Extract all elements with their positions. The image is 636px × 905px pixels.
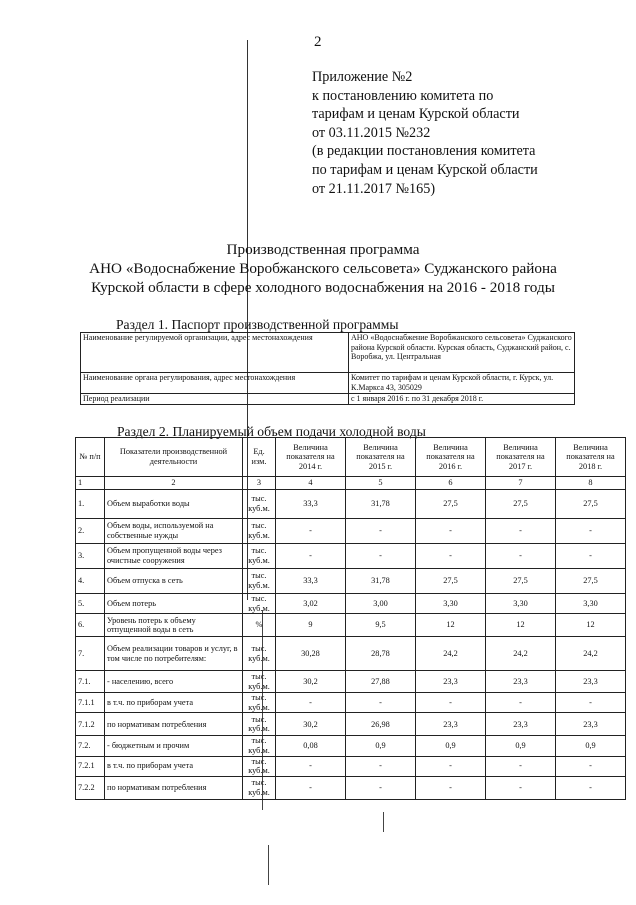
table-row xyxy=(76,544,626,569)
value-2015: 27,88 xyxy=(346,671,416,693)
value-2016: 24,2 xyxy=(416,637,486,671)
value-2018: 3,30 xyxy=(556,594,626,614)
unit: тыс. куб.м. xyxy=(243,736,276,756)
row-number: 7.1.1 xyxy=(76,693,105,713)
unit: тыс. куб.м. xyxy=(243,594,276,614)
unit: тыс. куб.м. xyxy=(243,544,276,569)
value-2016: - xyxy=(416,776,486,799)
scan-mark xyxy=(383,812,384,832)
value-2015: 9,5 xyxy=(346,614,416,637)
value-2015: - xyxy=(346,776,416,799)
program-title-line: Курской области в сфере холодного водоснабжения на 2016 - 2018 годы xyxy=(91,279,555,296)
appendix-line: Приложение №2 xyxy=(312,69,413,85)
indicator-name: - населению, всего xyxy=(105,671,243,693)
column-header: Показатели производственной деятельности xyxy=(105,438,243,477)
indicator-name: в т.ч. по приборам учета xyxy=(105,756,243,776)
value-2018: 0,9 xyxy=(556,736,626,756)
value-2014: 33,3 xyxy=(276,490,346,519)
unit: тыс. куб.м. xyxy=(243,693,276,713)
column-number: 4 xyxy=(276,477,346,490)
value-2015: - xyxy=(346,756,416,776)
value-2018: - xyxy=(556,693,626,713)
indicator-name: - бюджетным и прочим xyxy=(105,736,243,756)
value-2014: 3,02 xyxy=(276,594,346,614)
table-row xyxy=(76,519,626,544)
value-2016: 23,3 xyxy=(416,713,486,736)
table-row xyxy=(81,394,575,405)
program-title xyxy=(60,240,586,297)
indicator-name: по нормативам потребления xyxy=(105,776,243,799)
table-row xyxy=(76,637,626,671)
appendix-line: от 21.11.2017 №165) xyxy=(312,180,436,197)
table-row xyxy=(76,693,626,713)
table-row xyxy=(76,736,626,756)
value-2014: - xyxy=(276,756,346,776)
column-number: 8 xyxy=(556,477,626,490)
value-2015: 3,00 xyxy=(346,594,416,614)
value-2018: 23,3 xyxy=(556,671,626,693)
value-2014: - xyxy=(276,544,346,569)
value-2014: 30,2 xyxy=(276,671,346,693)
passport-label: Наименование регулируемой организации, адрес местонахождения xyxy=(81,333,349,373)
value-2015: - xyxy=(346,519,416,544)
value-2016: 3,30 xyxy=(416,594,486,614)
value-2017: 23,3 xyxy=(486,671,556,693)
indicator-name: Объем реализации товаров и услуг, в том числе по потребителям: xyxy=(105,637,243,671)
value-2015: 31,78 xyxy=(346,569,416,594)
table-row xyxy=(76,569,626,594)
program-title-line: Производственная программа xyxy=(226,241,420,258)
section1-heading: Раздел 1. Паспорт производственной программы xyxy=(116,317,399,332)
value-2018: - xyxy=(556,776,626,799)
value-2016: - xyxy=(416,693,486,713)
unit: тыс. куб.м. xyxy=(243,776,276,799)
value-2014: 0,08 xyxy=(276,736,346,756)
value-2014: - xyxy=(276,776,346,799)
value-2014: 33,3 xyxy=(276,569,346,594)
indicator-name: по нормативам потребления xyxy=(105,713,243,736)
row-number: 3. xyxy=(76,544,105,569)
row-number: 4. xyxy=(76,569,105,594)
row-number: 7.2.2 xyxy=(76,776,105,799)
value-2018: 24,2 xyxy=(556,637,626,671)
column-header: Величина показателя на 2014 г. xyxy=(276,438,346,477)
value-2014: 30,2 xyxy=(276,713,346,736)
value-2014: - xyxy=(276,519,346,544)
row-number: 2. xyxy=(76,519,105,544)
value-2018: - xyxy=(556,756,626,776)
value-2016: 23,3 xyxy=(416,671,486,693)
column-number: 3 xyxy=(243,477,276,490)
page-number: 2 xyxy=(314,34,322,50)
indicator-name: Объем отпуска в сеть xyxy=(105,569,243,594)
value-2015: - xyxy=(346,544,416,569)
row-number: 7.2.1 xyxy=(76,756,105,776)
column-header: Величина показателя на 2018 г. xyxy=(556,438,626,477)
value-2017: - xyxy=(486,544,556,569)
unit: тыс. куб.м. xyxy=(243,569,276,594)
value-2016: 0,9 xyxy=(416,736,486,756)
column-header: Величина показателя на 2016 г. xyxy=(416,438,486,477)
column-header: Ед. изм. xyxy=(243,438,276,477)
value-2017: - xyxy=(486,756,556,776)
value-2015: 26,98 xyxy=(346,713,416,736)
unit: тыс. куб.м. xyxy=(243,490,276,519)
unit: тыс. куб.м. xyxy=(243,756,276,776)
value-2017: 27,5 xyxy=(486,569,556,594)
column-number-row xyxy=(76,477,626,490)
indicator-name: в т.ч. по приборам учета xyxy=(105,693,243,713)
appendix-line: к постановлению комитета по xyxy=(312,87,494,104)
passport-label: Наименование органа регулирования, адрес местонахождения xyxy=(81,373,349,394)
table-row xyxy=(76,756,626,776)
column-number: 2 xyxy=(105,477,243,490)
row-number: 6. xyxy=(76,614,105,637)
appendix-line: тарифам и ценам Курской области xyxy=(312,106,520,123)
value-2015: - xyxy=(346,693,416,713)
unit: % xyxy=(243,614,276,637)
value-2017: - xyxy=(486,776,556,799)
row-number: 7.1. xyxy=(76,671,105,693)
passport-value: Комитет по тарифам и ценам Курской области, г. Курск, ул. К.Маркса 43, 305029 xyxy=(349,373,575,394)
column-header: № п/п xyxy=(76,438,105,477)
indicator-name: Объем потерь xyxy=(105,594,243,614)
value-2018: - xyxy=(556,519,626,544)
value-2014: - xyxy=(276,693,346,713)
indicator-name: Объем пропущенной воды через очистные сооружения xyxy=(105,544,243,569)
appendix-line: (в редакции постановления комитета xyxy=(312,143,536,160)
table-row xyxy=(76,614,626,637)
table-row xyxy=(76,671,626,693)
value-2018: 12 xyxy=(556,614,626,637)
value-2016: 27,5 xyxy=(416,490,486,519)
row-number: 7. xyxy=(76,637,105,671)
value-2017: - xyxy=(486,519,556,544)
appendix-line: по тарифам и ценам Курской области xyxy=(312,161,538,178)
water-volume-table xyxy=(75,437,626,800)
value-2014: 30,28 xyxy=(276,637,346,671)
section2-heading: Раздел 2. Планируемый объем подачи холодной воды xyxy=(117,424,426,439)
value-2015: 0,9 xyxy=(346,736,416,756)
value-2016: - xyxy=(416,756,486,776)
value-2017: 27,5 xyxy=(486,490,556,519)
value-2015: 28,78 xyxy=(346,637,416,671)
row-number: 1. xyxy=(76,490,105,519)
program-title-line: АНО «Водоснабжение Воробжанского сельсовета» Суджанского района xyxy=(89,260,557,277)
value-2017: 12 xyxy=(486,614,556,637)
value-2016: - xyxy=(416,519,486,544)
value-2017: 24,2 xyxy=(486,637,556,671)
table-row xyxy=(81,373,575,394)
row-number: 7.1.2 xyxy=(76,713,105,736)
unit: тыс. куб.м. xyxy=(243,713,276,736)
column-number: 7 xyxy=(486,477,556,490)
indicator-name: Объем выработки воды xyxy=(105,490,243,519)
appendix-header xyxy=(312,68,538,198)
table-row xyxy=(76,776,626,799)
passport-value: с 1 января 2016 г. по 31 декабря 2018 г. xyxy=(349,394,575,405)
appendix-line: от 03.11.2015 №232 xyxy=(312,124,431,141)
column-number: 1 xyxy=(76,477,105,490)
indicator-name: Уровень потерь к объему отпущенной воды в сеть xyxy=(105,614,243,637)
value-2017: 23,3 xyxy=(486,713,556,736)
value-2015: 31,78 xyxy=(346,490,416,519)
unit: тыс. куб.м. xyxy=(243,671,276,693)
value-2014: 9 xyxy=(276,614,346,637)
table-row xyxy=(81,333,575,373)
value-2017: 3,30 xyxy=(486,594,556,614)
column-number: 5 xyxy=(346,477,416,490)
table-row xyxy=(76,490,626,519)
unit: тыс. куб.м. xyxy=(243,637,276,671)
indicator-name: Объем воды, используемой на собственные нужды xyxy=(105,519,243,544)
passport-table xyxy=(80,332,575,405)
column-number: 6 xyxy=(416,477,486,490)
value-2017: 0,9 xyxy=(486,736,556,756)
value-2016: 27,5 xyxy=(416,569,486,594)
row-number: 5. xyxy=(76,594,105,614)
value-2018: 23,3 xyxy=(556,713,626,736)
table-row xyxy=(76,713,626,736)
value-2018: - xyxy=(556,544,626,569)
scan-mark xyxy=(268,845,269,885)
column-header: Величина показателя на 2017 г. xyxy=(486,438,556,477)
passport-value: АНО «Водоснабжение Воробжанского сельсовета» Суджанского района Курской области. Курская область, Суджанский район, с. Воробжа, ул. Центральная xyxy=(349,333,575,373)
unit: тыс. куб.м. xyxy=(243,519,276,544)
column-header: Величина показателя на 2015 г. xyxy=(346,438,416,477)
row-number: 7.2. xyxy=(76,736,105,756)
value-2017: - xyxy=(486,693,556,713)
value-2016: 12 xyxy=(416,614,486,637)
value-2016: - xyxy=(416,544,486,569)
table-header-row xyxy=(76,438,626,477)
value-2018: 27,5 xyxy=(556,569,626,594)
passport-label: Период реализации xyxy=(81,394,349,405)
table-row xyxy=(76,594,626,614)
value-2018: 27,5 xyxy=(556,490,626,519)
